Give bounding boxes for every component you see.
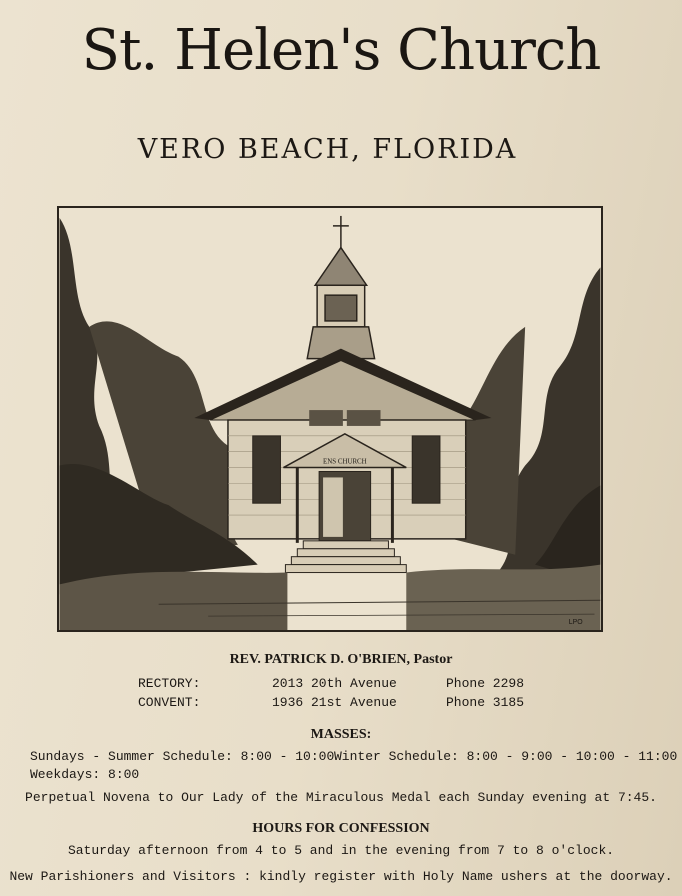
convent-address: 1936 21st Avenue — [272, 695, 397, 710]
confession-heading: HOURS FOR CONFESSION — [252, 821, 430, 836]
convent-phone: Phone 3185 — [446, 695, 525, 710]
convent-label: CONVENT: — [138, 695, 201, 710]
artist-initials: LPO — [568, 619, 583, 627]
rectory-address: 2013 20th Avenue — [272, 676, 397, 691]
rectory-phone: Phone 2298 — [446, 676, 525, 691]
church-illustration — [57, 206, 603, 632]
pastor-line: REV. PATRICK D. O'BRIEN, Pastor — [229, 652, 453, 667]
weekday-schedule: Weekdays: 8:00 — [30, 767, 140, 782]
rectory-label: RECTORY: — [138, 676, 201, 691]
winter-schedule: Winter Schedule: 8:00 - 9:00 - 10:00 - 11:00 — [334, 749, 678, 764]
church-location: VERO BEACH, FLORIDA — [137, 134, 518, 165]
church-title: St. Helen's Church — [81, 18, 601, 83]
church-drawing — [59, 208, 601, 630]
novena-note: Perpetual Novena to Our Lady of the Miraculous Medal each Sunday evening at 7:45. — [25, 790, 657, 805]
visitor-note: New Parishioners and Visitors : kindly register with Holy Name ushers at the doorway. — [9, 869, 673, 884]
sunday-schedule: Sundays - Summer Schedule: 8:00 - 10:00 — [30, 749, 335, 764]
confession-hours: Saturday afternoon from 4 to 5 and in the evening from 7 to 8 o'clock. — [67, 843, 615, 858]
masses-heading: MASSES: — [310, 727, 372, 742]
porch-sign: ENS CHURCH — [323, 458, 367, 466]
